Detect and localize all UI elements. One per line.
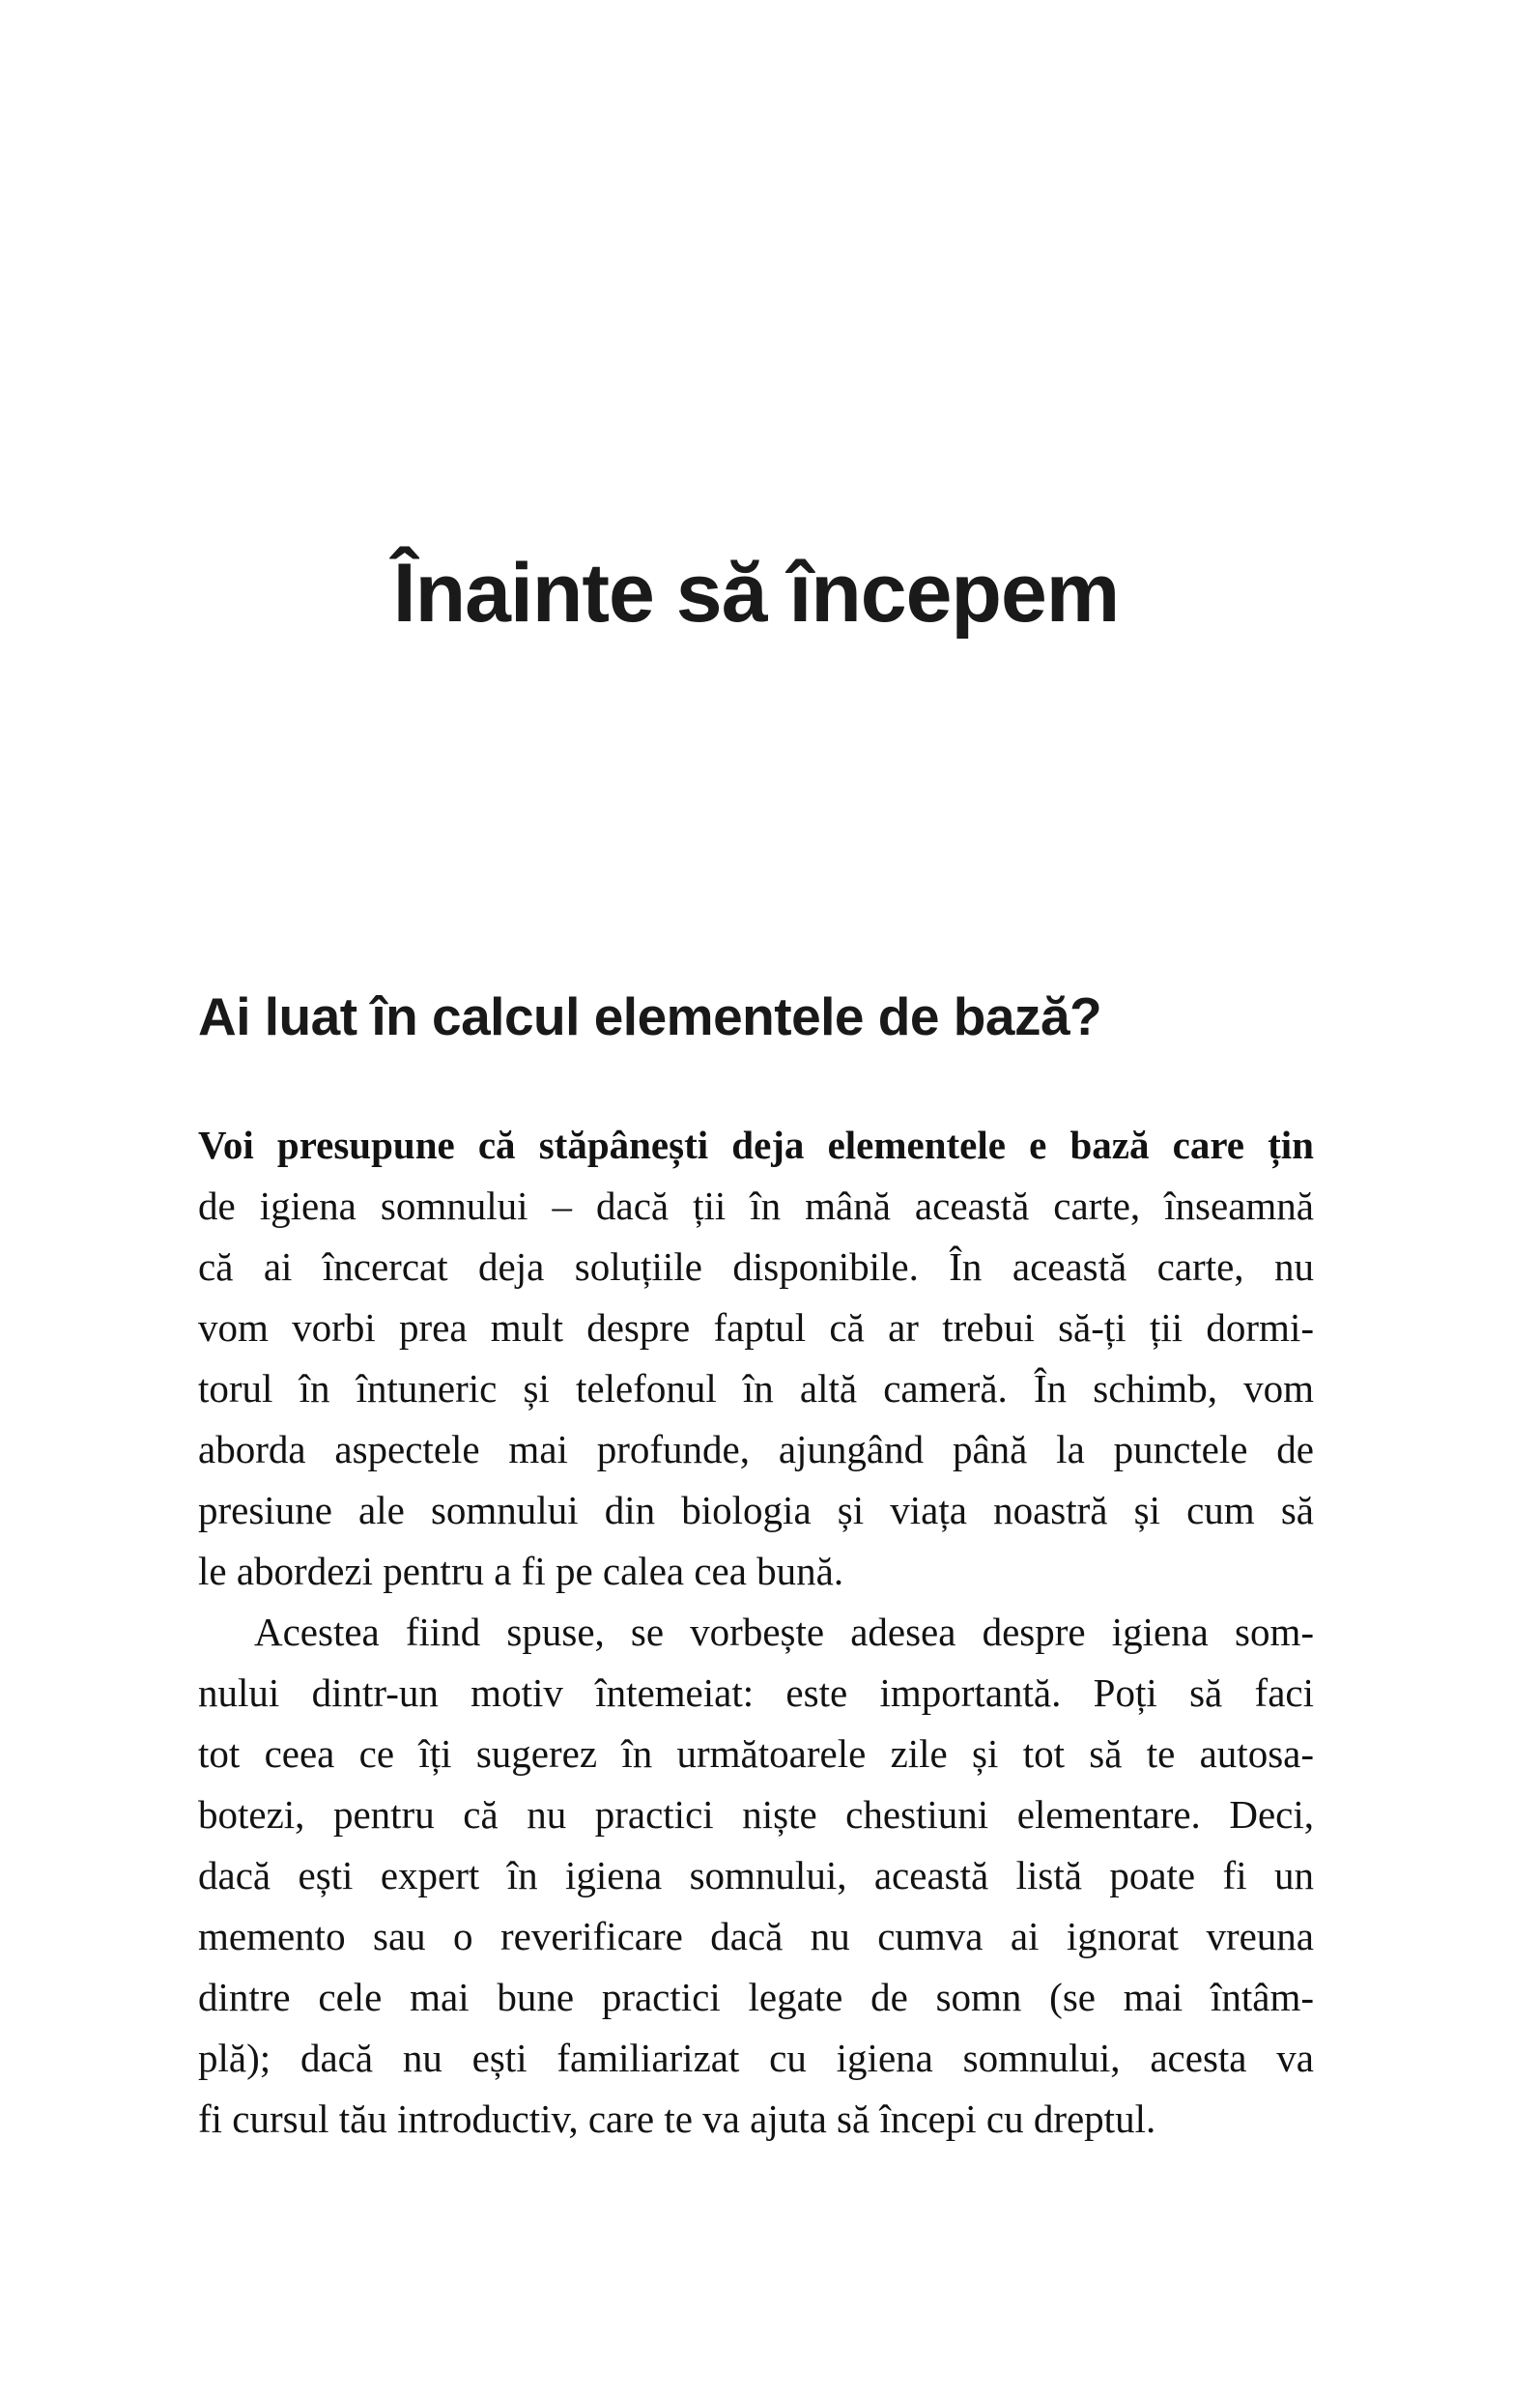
paragraph-2	[198, 1602, 1314, 2150]
body-line: aborda aspectele mai profunde, ajungând până la punctele de	[198, 1427, 1314, 1471]
body-line: tot ceea ce îți sugerez în următoarele zile și tot să te autosa-	[198, 1731, 1314, 1776]
body-line: dacă ești expert în igiena somnului, această listă poate fi un	[198, 1853, 1314, 1897]
body-line: presiune ale somnului din biologia și viața noastră și cum să	[198, 1488, 1314, 1532]
chapter-title: Înainte să începem	[392, 547, 1120, 640]
body-line: Voi presupune că stăpânești deja elementele e bază care țin	[198, 1123, 1314, 1167]
paragraph-1	[198, 1115, 1314, 1602]
body-line: Acestea fiind spuse, se vorbește adesea despre igiena som-	[254, 1610, 1314, 1654]
body-line: de igiena somnului – dacă ții în mână această carte, înseamnă	[198, 1184, 1314, 1228]
section-heading: Ai luat în calcul elementele de bază?	[198, 986, 1102, 1046]
body-line: memento sau o reverificare dacă nu cumva ai ignorat vreuna	[198, 1914, 1314, 1958]
body-line: le abordezi pentru a fi pe calea cea bună.	[198, 1549, 844, 1593]
body-line: vom vorbi prea mult despre faptul că ar trebui să-ți ții dormi-	[198, 1305, 1314, 1350]
body-line: plă); dacă nu ești familiarizat cu igiena somnului, acesta va	[198, 2036, 1314, 2080]
body-line: botezi, pentru că nu practici niște chestiuni elementare. Deci,	[198, 1792, 1314, 1837]
body-line: torul în întuneric și telefonul în altă cameră. În schimb, vom	[198, 1366, 1314, 1411]
body-text	[198, 1115, 1314, 2150]
body-line: fi cursul tău introductiv, care te va ajuta să începi cu dreptul.	[198, 2096, 1156, 2141]
body-line: dintre cele mai bune practici legate de somn (se mai întâm-	[198, 1975, 1314, 2019]
body-line: nului dintr-un motiv întemeiat: este importantă. Poți să faci	[198, 1670, 1314, 1715]
body-line: că ai încercat deja soluțiile disponibile. În această carte, nu	[198, 1244, 1314, 1289]
